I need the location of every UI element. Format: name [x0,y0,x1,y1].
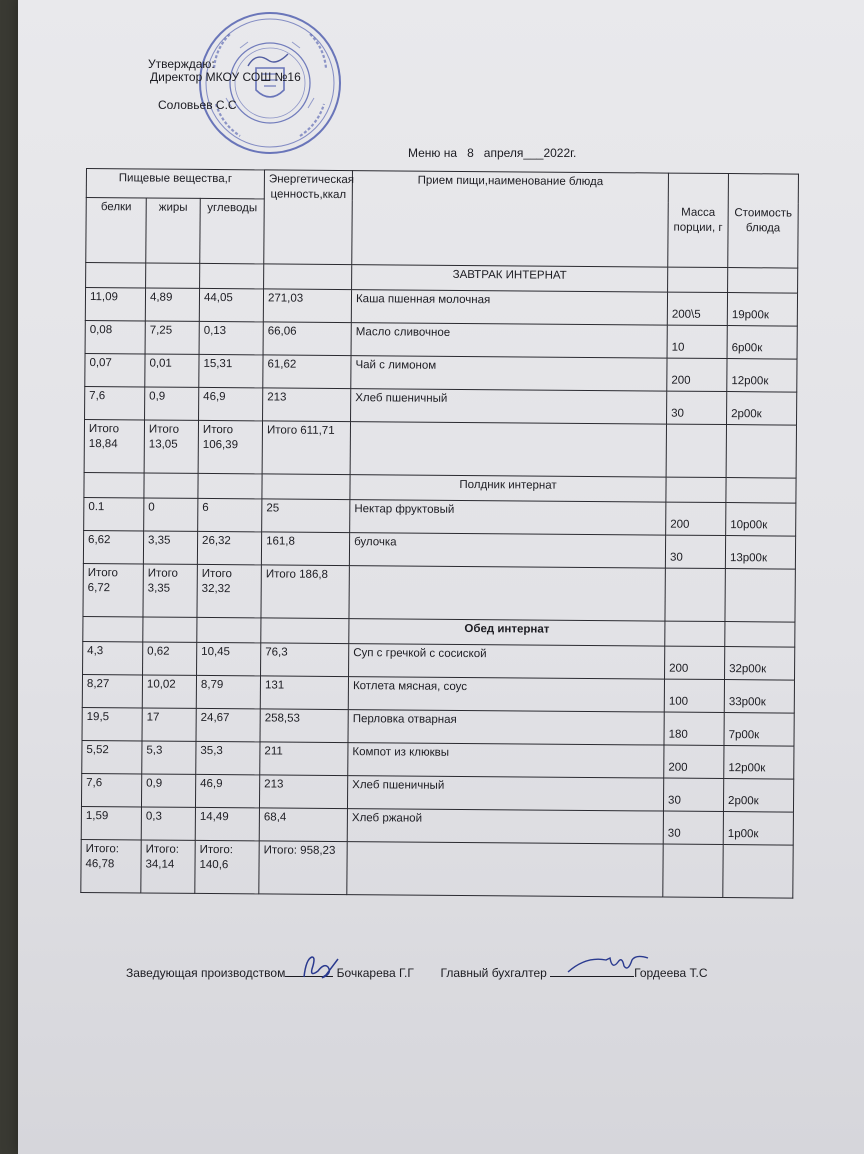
proteins-cell: 7,6 [81,773,141,806]
total-fats: Итого 3,35 [143,564,197,617]
cost-cell: 10р00к [726,503,796,537]
total-energy: Итого: 958,23 [259,841,347,895]
section-title: Обед интернат [349,619,665,646]
total-energy: Итого 611,71 [262,421,350,475]
empty-cell [83,616,143,641]
total-row [81,839,793,898]
dish-name-cell: Каша пшенная молочная [351,290,667,325]
mass-cell: 10 [667,325,727,358]
footer-name-1: Бочкарева Г.Г [336,966,414,980]
empty-cell [264,264,352,290]
proteins-cell: 11,09 [85,288,145,321]
energy-cell: 271,03 [263,289,351,323]
carbs-cell: 15,31 [199,354,263,388]
dish-name-cell: Хлеб пшеничный [348,776,664,811]
empty-cell [144,473,198,498]
approval-block [148,58,301,112]
empty-cell [725,569,795,623]
empty-cell [726,478,796,504]
total-proteins: Итого: 46,78 [81,839,141,892]
cost-cell: 12р00к [727,359,797,393]
energy-cell: 211 [260,742,348,776]
cost-cell: 1р00к [723,812,793,846]
fats-cell: 17 [142,708,196,741]
document-page [18,0,864,1154]
energy-cell: 131 [260,676,348,710]
empty-cell [350,422,666,477]
menu-table-body [81,169,799,899]
carbs-cell: 6 [198,498,262,532]
energy-cell: 66,06 [263,322,351,356]
dish-name-cell: Чай с лимоном [351,356,667,391]
dish-name-cell: булочка [349,533,665,568]
table-row [85,288,797,327]
fats-cell: 4,89 [145,288,199,321]
proteins-cell: 4,3 [83,641,143,674]
proteins-cell: 0,07 [85,353,145,386]
proteins-cell: 0,08 [85,320,145,353]
energy-cell: 68,4 [259,808,347,842]
empty-cell [349,566,665,621]
total-fats: Итого 13,05 [144,420,198,473]
proteins-cell: 19,5 [82,707,142,740]
footer-role-1: Заведующая производством [126,966,286,980]
signature-1 [298,951,344,983]
table-row [85,386,797,425]
dish-name-cell: Перловка отварная [348,710,664,745]
empty-cell [261,618,349,644]
table-row [82,707,794,746]
table-row [83,641,795,680]
cost-cell: 32р00к [725,647,795,681]
approval-position: Директор МКОУ СОШ №16 [150,70,301,84]
mass-cell: 200\5 [667,292,727,325]
cost-cell: 2р00к [723,779,793,813]
proteins-cell: 6,62 [83,530,143,563]
cost-cell: 12р00к [724,746,794,780]
energy-cell: 258,53 [260,709,348,743]
mass-cell: 30 [663,778,723,811]
fats-cell: 7,25 [145,321,199,354]
footer-name-2: Гордеева Т.С [634,966,708,980]
dish-name-cell: Хлеб ржаной [347,809,663,844]
mass-cell: 200 [664,745,724,778]
empty-cell [728,268,798,294]
mass-cell: 30 [667,391,727,424]
empty-cell [723,845,793,899]
total-carbs: Итого 106,39 [198,420,262,474]
energy-cell: 213 [260,775,348,809]
mass-cell: 200 [667,358,727,391]
table-row [82,740,794,779]
carbs-cell: 0,13 [199,321,263,355]
empty-cell [665,568,725,621]
total-fats: Итого: 34,14 [141,840,195,893]
carbs-cell: 14,49 [195,807,259,841]
cost-cell: 6р00к [727,326,797,360]
fats-cell: 0,9 [141,774,195,807]
proteins-cell: 5,52 [82,740,142,773]
carbs-cell: 8,79 [196,675,260,709]
approval-label: Утверждаю: [148,57,215,71]
carbs-cell: 24,67 [196,708,260,742]
mass-cell: 200 [665,646,725,679]
approval-name: Соловьев С.С [158,98,237,112]
empty-cell [84,472,144,497]
menu-table [80,168,799,899]
dish-name-cell: Нектар фруктовый [350,500,666,535]
menu-title [408,146,576,160]
empty-cell [200,263,264,289]
energy-cell: 76,3 [261,643,349,677]
empty-cell [197,617,261,643]
dish-name-cell: Масло сливочное [351,323,667,358]
table-row [83,530,795,569]
mass-cell: 30 [665,535,725,568]
header-carbs: углеводы [200,198,265,264]
total-proteins: Итого 6,72 [83,563,143,616]
menu-title-day: 8 [467,146,474,160]
total-carbs: Итого 32,32 [197,564,261,618]
fats-cell: 3,35 [143,531,197,564]
empty-cell [725,622,795,648]
carbs-cell: 46,9 [195,774,259,808]
carbs-cell: 44,05 [199,288,263,322]
energy-cell: 25 [262,499,350,533]
header-mass: Масса порции, г [668,173,729,267]
fats-cell: 0,3 [141,807,195,840]
mass-cell: 30 [663,811,723,844]
mass-cell: 100 [664,679,724,712]
menu-title-prefix: Меню на [408,146,458,160]
mass-cell: 180 [664,712,724,745]
cost-cell: 2р00к [727,392,797,426]
energy-cell: 161,8 [261,532,349,566]
carbs-cell: 10,45 [197,642,261,676]
total-energy: Итого 186,8 [261,565,349,619]
carbs-cell: 35,3 [196,741,260,775]
signature-2 [566,952,650,978]
empty-cell [666,424,726,477]
fats-cell: 0,01 [145,354,199,387]
table-row [82,674,794,713]
empty-cell [146,263,200,288]
cost-cell: 19р00к [727,293,797,327]
carbs-cell: 26,32 [197,531,261,565]
table-row [85,353,797,392]
proteins-cell: 0.1 [84,497,144,530]
dish-name-cell: Компот из клюквы [348,743,664,778]
empty-cell [347,842,663,897]
footer-role-2: Главный бухгалтер [440,966,547,980]
header-fats: жиры [146,198,201,263]
mass-cell: 200 [666,502,726,535]
energy-cell: 61,62 [263,355,351,389]
table-row [84,497,796,536]
menu-title-year: 2022г. [543,146,577,160]
carbs-cell: 46,9 [199,387,263,421]
dish-name-cell: Хлеб пшеничный [351,389,667,424]
cost-cell: 33р00к [724,680,794,714]
total-row [84,419,796,478]
fats-cell: 0,62 [143,642,197,675]
empty-cell [668,267,728,292]
total-carbs: Итого: 140,6 [195,840,259,894]
header-energy: Энергетическая ценность,ккал [264,170,353,265]
total-proteins: Итого 18,84 [84,419,144,472]
energy-cell: 213 [263,388,351,422]
header-meal: Прием пищи,наименование блюда [352,171,669,267]
empty-cell [198,473,262,499]
empty-cell [86,263,146,288]
cost-cell: 7р00к [724,713,794,747]
empty-cell [143,617,197,642]
table-row [85,320,797,359]
dish-name-cell: Суп с гречкой с сосиской [349,644,665,679]
cost-cell: 13р00к [725,536,795,570]
menu-title-blank: ___ [523,146,544,160]
header-nutrients: Пищевые вещества,г [86,169,264,199]
empty-cell [726,425,796,479]
section-title: ЗАВТРАК ИНТЕРНАТ [352,265,668,292]
dish-name-cell: Котлета мясная, соус [348,677,664,712]
header-cost: Стоимость блюда [728,174,799,269]
empty-cell [666,477,726,502]
table-row [81,806,793,845]
fats-cell: 0 [144,498,198,531]
header-proteins: белки [86,198,147,263]
fats-cell: 0,9 [145,387,199,420]
proteins-cell: 1,59 [81,806,141,839]
empty-cell [663,844,723,897]
menu-title-month: апреля [483,146,524,160]
empty-cell [262,474,350,500]
table-row [81,773,793,812]
total-row [83,563,795,622]
fats-cell: 5,3 [142,741,196,774]
fats-cell: 10,02 [142,675,196,708]
proteins-cell: 7,6 [85,386,145,419]
empty-cell [665,621,725,646]
section-title: Полдник интернат [350,475,666,502]
proteins-cell: 8,27 [82,674,142,707]
